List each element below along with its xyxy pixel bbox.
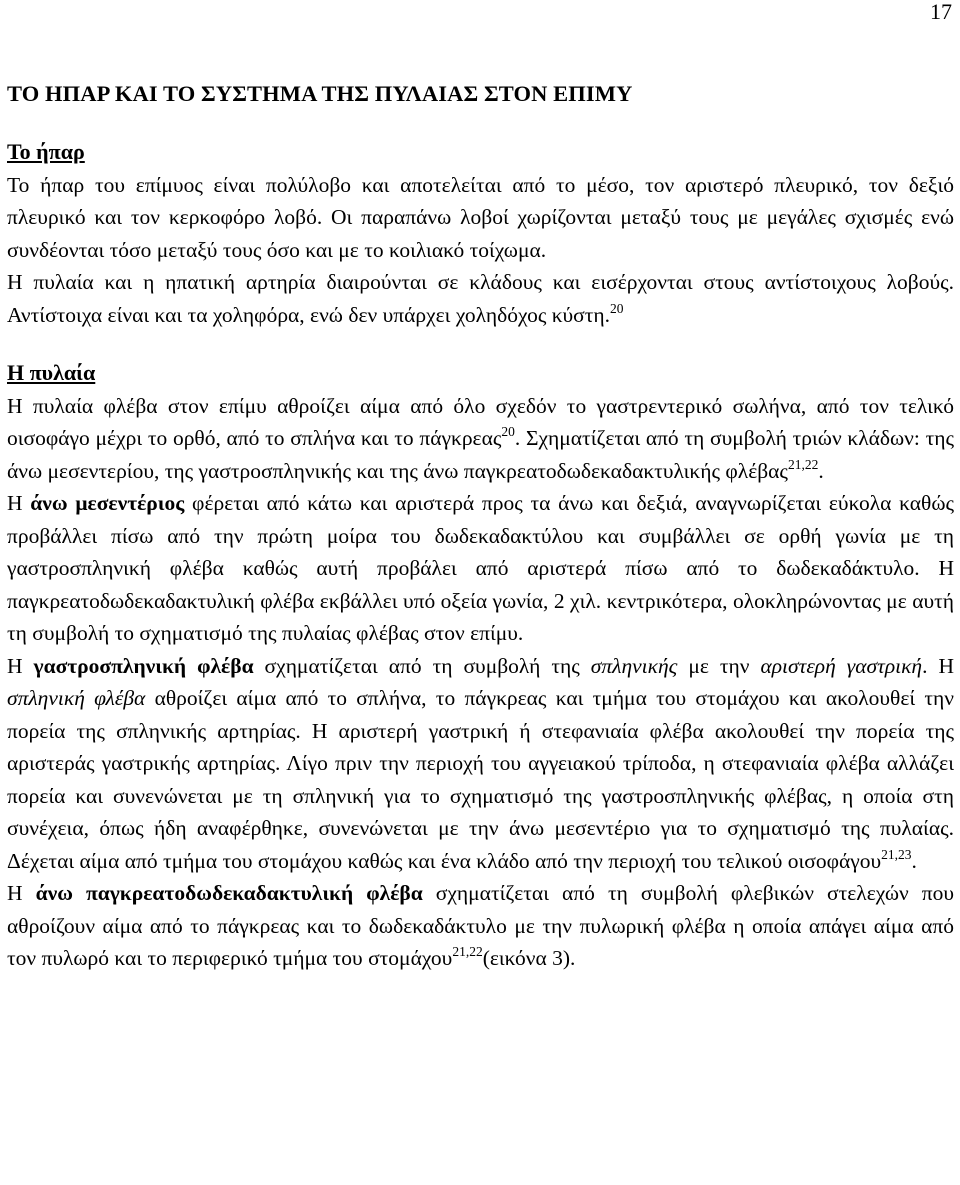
paragraph-portal-vein-overview: Η πυλαία φλέβα στον επίμυ αθροίζει αίμα από όλο σχεδόν το γαστρεντερικό σωλήνα, από τον τελικό οισοφάγο μέχρι το ορθό, από το σπλήνα και το πάγκρεας$^{20}$. Σχηματίζεται από τη συμβολή τριών κλάδων: της άνω μεσεντερίου, της γαστροσπληνικής και της άνω παγκρεατοδωδεκαδακτυλικής φλέβας$^{21,22}$. xyxy=(7,393,954,483)
term-gastrosplenic-vein: γαστροσπληνική φλέβα xyxy=(33,653,254,678)
paragraph-liver-lobes: Το ήπαρ του επίμυος είναι πολύλοβο και αποτελείται από το μέσο, τον αριστερό πλευρικό, τον δεξιό πλευρικό και τον κερκοφόρο λοβό. Οι παραπάνω λοβοί χωρίζονται μεταξύ τους με μεγάλες σχισμές ενώ συνδέονται τόσο μεταξύ τους όσο και με το κοιλιακό τοίχωμα. xyxy=(7,172,954,262)
reference-superscript: 21,22 xyxy=(452,944,483,959)
reference-superscript: 20 xyxy=(610,300,624,316)
document-title: ΤΟ ΗΠΑΡ ΚΑΙ ΤΟ ΣΥΣΤΗΜΑ ΤΗΣ ΠΥΛΑΙΑΣ ΣΤΟΝ ΕΠΙΜΥ xyxy=(7,81,633,106)
term-pancreaticoduodenal-vein: άνω παγκρεατοδωδεκαδακτυλική φλέβα xyxy=(35,881,423,905)
document-body xyxy=(7,74,954,975)
section-heading-liver: Το ήπαρ xyxy=(7,139,85,164)
paragraph-pancreaticoduodenal-vein: Η άνω παγκρεατοδωδεκαδακτυλική φλέβα σχηματίζεται από τη συμβολή φλεβικών στελεχών που αθροίζουν αίμα από το πάγκρεας και το δωδεκαδάκτυλο με την πυλωρική φλέβα η οποία απάγει αίμα από τον πυλωρό και το περιφερικό τμήμα του στομάχου$^{21,22}$(εικόνα 3). xyxy=(7,881,955,970)
term-superior-mesenteric: άνω μεσεντέριος xyxy=(30,491,185,515)
reference-superscript: 21,22 xyxy=(787,456,819,472)
page-number: 17 xyxy=(930,0,952,24)
term-splenic-vein: σπληνική φλέβα xyxy=(7,686,146,710)
reference-superscript: 21,23 xyxy=(881,846,912,862)
term-splenic: σπληνικής xyxy=(590,653,678,678)
section-heading-portal-vein: Η πυλαία xyxy=(7,360,96,385)
paragraph-liver-vessels: Η πυλαία και η ηπατική αρτηρία διαιρούνται σε κλάδους και εισέρχονται στους αντίστοιχους λοβούς. Αντίστοιχα είναι και τα χοληφόρα, ενώ δεν υπάρχει χοληδόχος κύστη.$^{20}$ xyxy=(7,270,954,327)
reference-superscript: 20 xyxy=(501,424,515,439)
term-left-gastric: αριστερή γαστρική xyxy=(760,653,923,678)
paragraph-gastrosplenic-vein: Η γαστροσπληνική φλέβα σχηματίζεται από τη συμβολή της σπληνικής με την αριστερή γαστρική. Η σπληνική φλέβα αθροίζει αίμα από το σπλήνα, το πάγκρεας και τμήμα του στομάχου και ακολουθεί την πορεία της σπληνικής αρτηρίας. Η αριστερή γαστρική ή στεφανιαία φλέβα ακολουθεί την πορεία της αριστεράς γαστρικής αρτηρίας. Λίγο πριν την περιοχή του αγγειακού τρίποδα, η στεφανιαία φλέβα αλλάζει πορεία και συνενώνεται με τη σπληνική για το σχηματισμό της γαστροσπληνικής φλέβας, η οποία στη συνέχεια, όπως ήδη αναφέρθηκε, συνενώνεται με την άνω μεσεντέριο για το σχηματισμό της πυλαίας. Δέχεται αίμα από τμήμα του στομάχου καθώς και ένα κλάδο από την περιοχή του τελικού οισοφάγου$^{21,23}$. xyxy=(7,653,955,873)
paragraph-superior-mesenteric: Η άνω μεσεντέριος φέρεται από κάτω και αριστερά προς τα άνω και δεξιά, αναγνωρίζεται εύκολα καθώς προβάλλει πίσω από την πρώτη μοίρα του δωδεκαδακτύλου και συμβάλλει σε ορθή γωνία με τη γαστροσπληνική φλέβα καθώς αυτή προβάλει από αριστερά πίσω από το δωδεκαδάκτυλο. Η παγκρεατοδωδεκαδακτυλική φλέβα εκβάλλει υπό οξεία γωνία, 2 χιλ. κεντρικότερα, ολοκληρώνοντας με αυτή τη συμβολή το σχηματισμό της πυλαίας φλέβας στον επίμυ. xyxy=(7,491,954,645)
